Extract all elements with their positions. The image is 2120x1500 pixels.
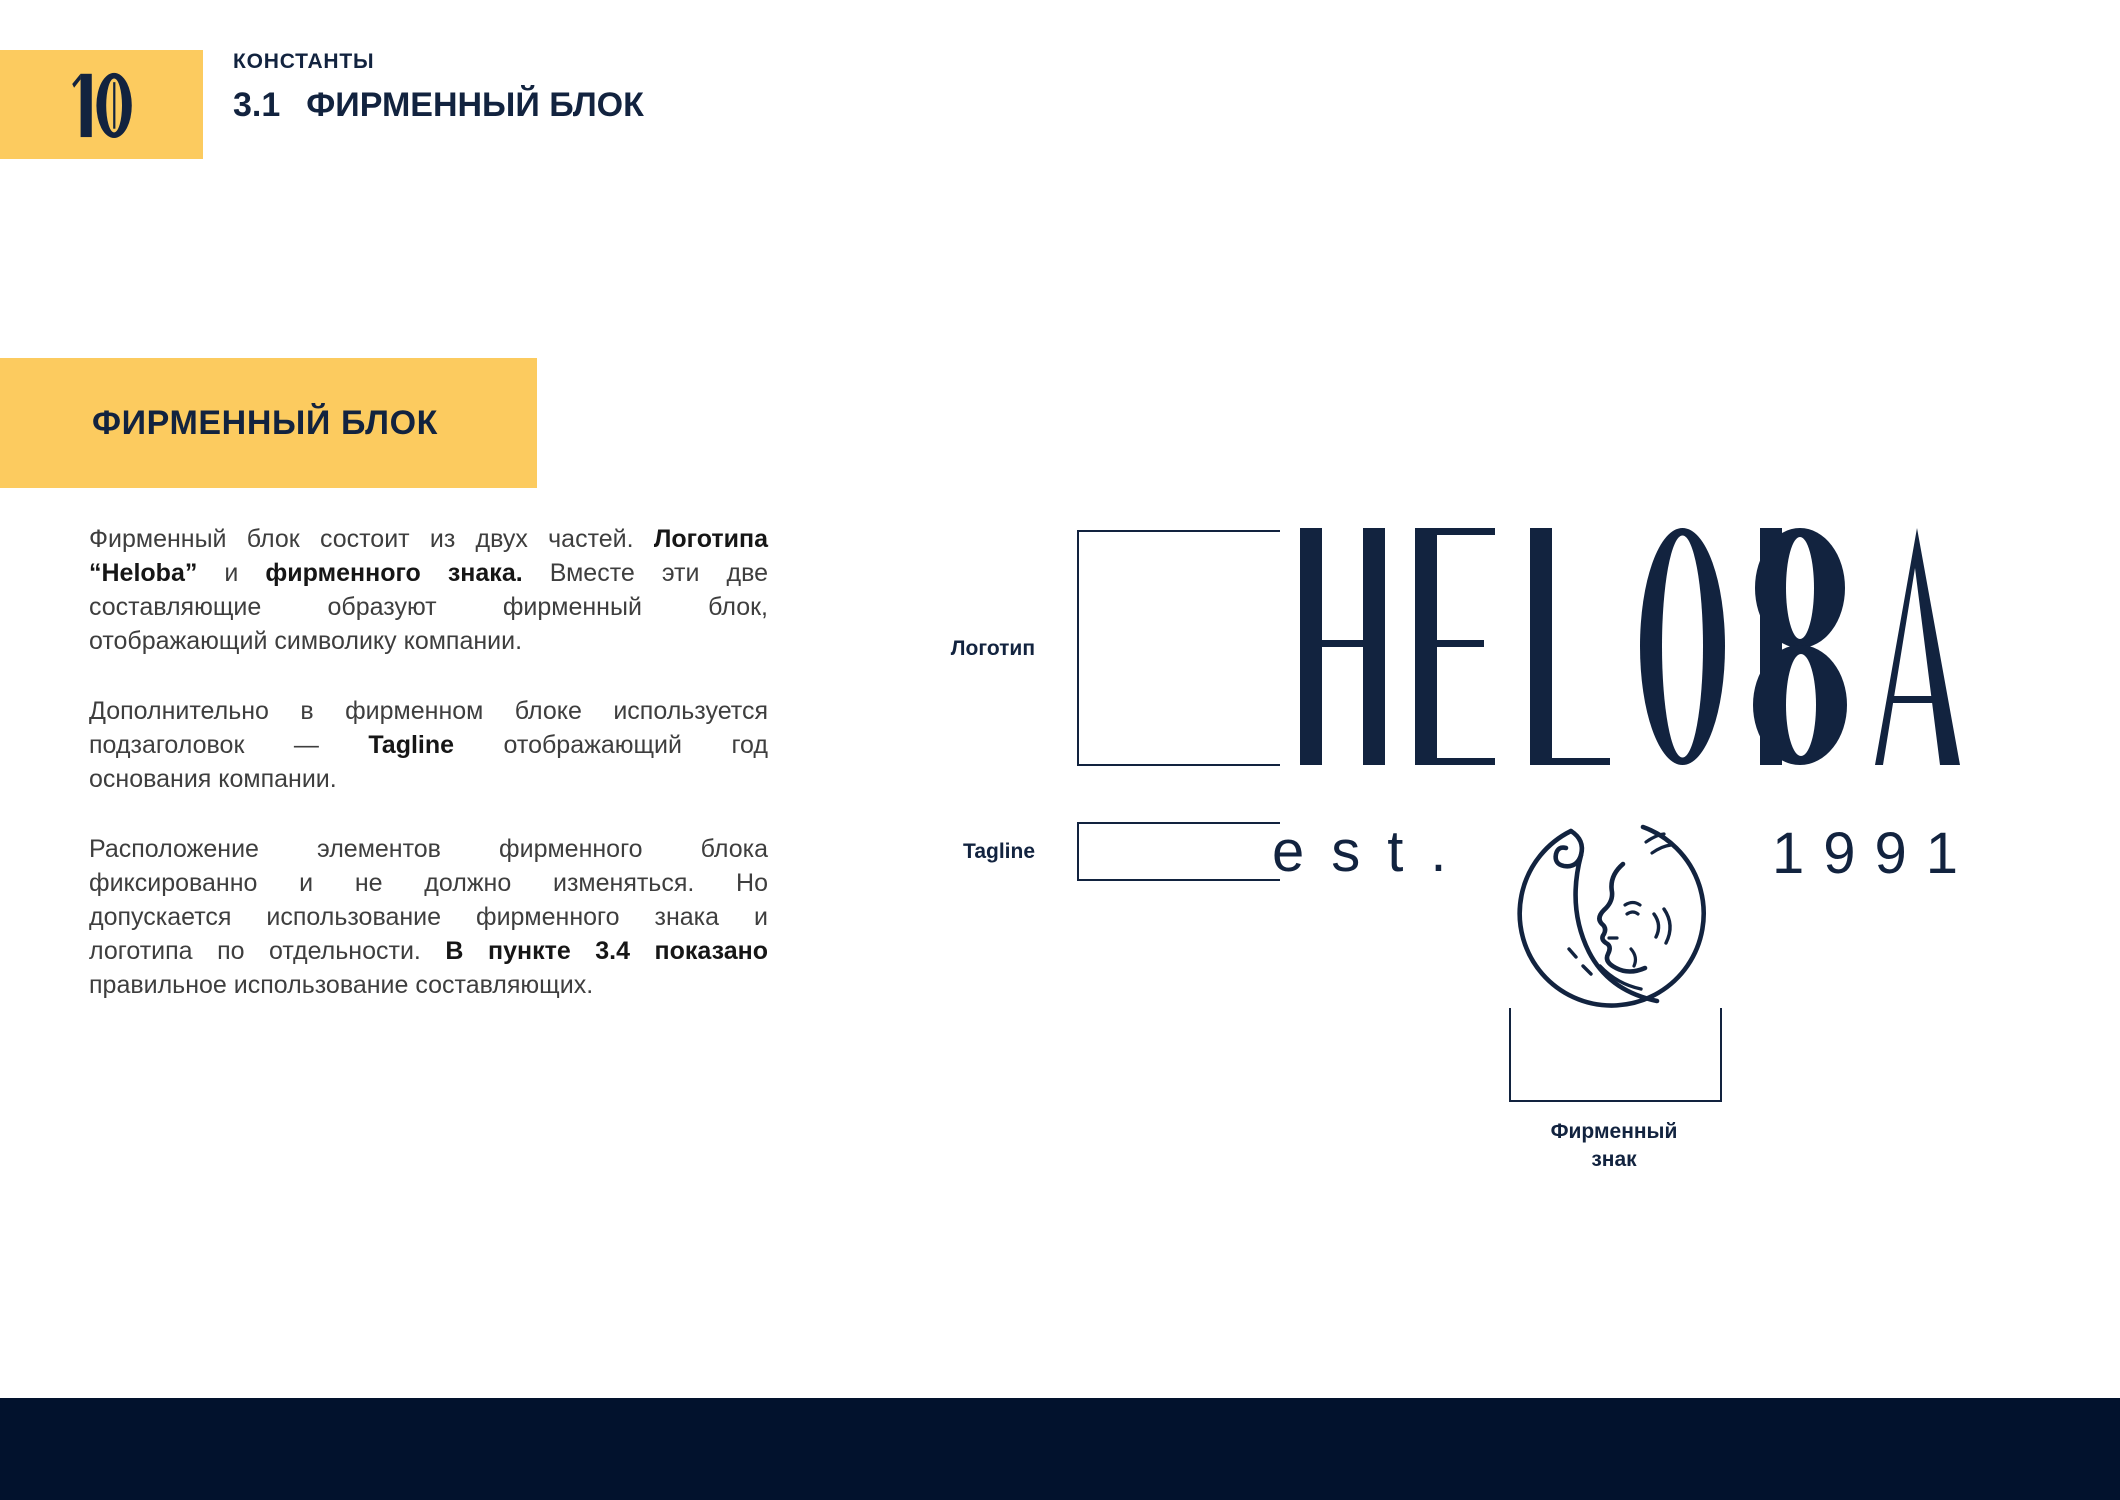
text-line: правильное использование составляющих.: [89, 971, 594, 999]
paragraph-1: [89, 522, 768, 658]
text-line: составляющие образуют фирменный блок,: [89, 593, 768, 621]
text-line: “Heloba” и фирменного знака. Вместе эти две: [89, 559, 768, 587]
text-line: Расположение элементов фирменного блока: [89, 835, 768, 863]
crescent-moon-face-icon: [1505, 808, 1717, 1020]
body-copy: [89, 522, 768, 1038]
page-number-10-glyph: [72, 71, 132, 138]
banner-title: ФИРМЕННЫЙ БЛОК: [92, 403, 439, 442]
footer-bar: [0, 1398, 2120, 1500]
text-line: подзаголовок — Tagline отображающий год: [89, 731, 768, 759]
section-heading: [233, 86, 644, 125]
heloba-wordmark: [1300, 528, 1960, 765]
brand-mark-label: Фирменный знак: [1550, 1120, 1678, 1171]
page-number-box: [0, 50, 203, 159]
text-line: Фирменный блок состоит из двух частей. Логотипа: [89, 525, 768, 553]
paragraph-3: [89, 832, 768, 1002]
section-title: ФИРМЕННЫЙ БЛОК: [306, 86, 644, 124]
est-text: est.: [1272, 819, 1474, 884]
tagline-label: Tagline: [963, 840, 1035, 863]
title-banner: [0, 358, 537, 488]
text-line: допускается использование фирменного знака и: [89, 903, 768, 931]
paragraph-2: [89, 694, 768, 796]
section-number: 3.1: [233, 86, 281, 124]
text-line: отображающий символику компании.: [89, 627, 523, 655]
section-kicker: КОНСТАНТЫ: [233, 50, 375, 73]
text-line: логотипа по отдельности. В пункте 3.4 показано: [89, 937, 768, 965]
text-line: основания компании.: [89, 765, 337, 793]
year-text: 1991: [1772, 821, 1978, 886]
logotype-bracket: [1077, 530, 1280, 766]
text-line: фиксированно и не должно изменяться. Но: [89, 869, 768, 897]
brand-mark-bracket: [1509, 1008, 1722, 1102]
text-line: Дополнительно в фирменном блоке используется: [89, 697, 768, 725]
tagline-bracket: [1077, 822, 1280, 881]
logotype-label: Логотип: [950, 637, 1035, 660]
